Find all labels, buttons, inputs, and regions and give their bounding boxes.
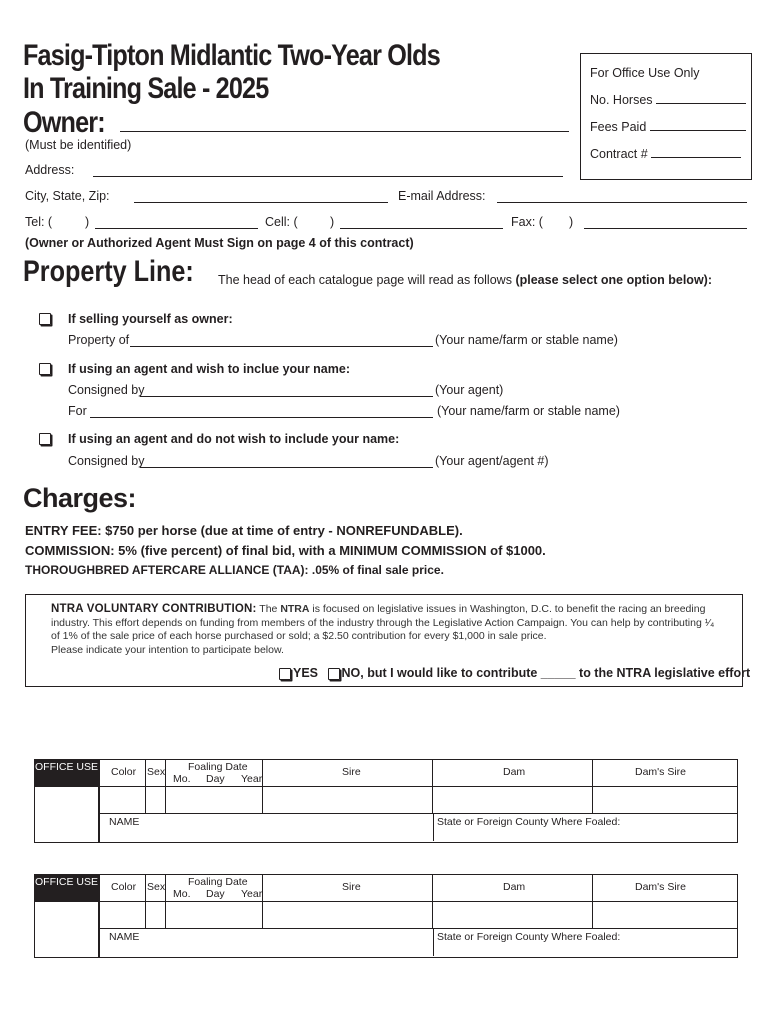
- dams-sire-label-1: Dam's Sire: [635, 766, 687, 778]
- owner-field[interactable]: [120, 131, 569, 132]
- option-owner-checkbox[interactable]: [39, 313, 51, 325]
- ntra-options: [279, 666, 750, 680]
- fax-label: Fax: (: [511, 215, 543, 229]
- consigned-by-field-2[interactable]: [140, 467, 433, 468]
- for-hint: (Your name/farm or stable name): [437, 404, 620, 418]
- cell-field[interactable]: [340, 228, 503, 229]
- contract-field[interactable]: [651, 157, 741, 158]
- property-of-label: Property of: [68, 333, 130, 347]
- fees-paid-label: Fees Paid: [590, 120, 746, 134]
- office-use-cell-1: OFFICE USE: [34, 759, 99, 787]
- state-label-2: State or Foreign County Where Foaled:: [437, 931, 621, 943]
- cell-close: ): [330, 215, 335, 229]
- name-label-2: NAME: [109, 931, 140, 943]
- foaling-label-1: Foaling Date: [188, 761, 248, 773]
- email-label: E-mail Address:: [398, 189, 486, 203]
- mo-label-2: Mo.: [173, 888, 191, 900]
- city-state-zip-field[interactable]: [134, 202, 388, 203]
- dam-label-1: Dam: [503, 766, 526, 778]
- taa-text: THOROUGHBRED AFTERCARE ALLIANCE (TAA): .05% of final sale price.: [25, 563, 444, 577]
- option-agent-only-title: If using an agent and do not wish to include your name:: [68, 432, 400, 446]
- sign-note: (Owner or Authorized Agent Must Sign on page 4 of this contract): [25, 236, 414, 250]
- day-label-2: Day: [206, 888, 225, 900]
- ntra-yes-checkbox[interactable]: [279, 668, 291, 680]
- foaling-label-2: Foaling Date: [188, 876, 248, 888]
- property-of-field[interactable]: [130, 346, 433, 347]
- ntra-no-checkbox[interactable]: [328, 668, 340, 680]
- office-box-2: [34, 874, 100, 958]
- contract-label: Contract #: [590, 147, 741, 161]
- fees-paid-field[interactable]: [650, 130, 746, 131]
- address-field[interactable]: [93, 176, 563, 177]
- charges-heading: Charges:: [23, 483, 137, 513]
- sire-label-1: Sire: [342, 766, 361, 778]
- commission-text: COMMISSION: 5% (five percent) of final bid, with a MINIMUM COMMISSION of $1000.: [25, 543, 546, 558]
- color-label-1: Color: [111, 766, 137, 778]
- color-label-2: Color: [111, 881, 137, 893]
- consigned-by-hint-1: (Your agent): [435, 383, 504, 397]
- no-horses-field[interactable]: [656, 103, 746, 104]
- city-state-zip-label: City, State, Zip:: [25, 189, 110, 203]
- no-horses-label: No. Horses: [590, 93, 746, 107]
- tel-close: ): [85, 215, 90, 229]
- owner-note: (Must be identified): [25, 138, 132, 152]
- dams-sire-label-2: Dam's Sire: [635, 881, 687, 893]
- tel-field[interactable]: [95, 228, 258, 229]
- fax-field[interactable]: [584, 228, 747, 229]
- horse-grid-1: [98, 759, 738, 843]
- option-agent-name-title: If using an agent and wish to inclue your name:: [68, 362, 350, 376]
- sex-label-2: Sex: [147, 881, 166, 893]
- horse-grid-2: [98, 874, 738, 958]
- year-label-2: Year: [241, 888, 263, 900]
- dam-label-2: Dam: [503, 881, 526, 893]
- email-field[interactable]: [497, 202, 747, 203]
- state-label-1: State or Foreign County Where Foaled:: [437, 816, 621, 828]
- ntra-heading: NTRA VOLUNTARY CONTRIBUTION:: [51, 603, 257, 615]
- owner-label: Owner:: [23, 106, 105, 139]
- office-use-heading: For Office Use Only: [590, 66, 700, 80]
- day-label-1: Day: [206, 773, 225, 785]
- for-field[interactable]: [90, 417, 433, 418]
- consigned-by-hint-2: (Your agent/agent #): [435, 454, 549, 468]
- consigned-by-label-1: Consigned by: [68, 383, 145, 397]
- option-agent-name-checkbox[interactable]: [39, 363, 51, 375]
- option-owner-title: If selling yourself as owner:: [68, 312, 233, 326]
- name-label-1: NAME: [109, 816, 140, 828]
- consigned-by-label-2: Consigned by: [68, 454, 145, 468]
- office-use-cell-2: OFFICE USE: [34, 874, 99, 902]
- ntra-text: NTRA VOLUNTARY CONTRIBUTION: The NTRA is focused on legislative issues in Washington, D.C. to benefit the racing an breeding industry. This effort depends on funding from members of the industry through the Legislative Action Campaign. You can help by contributing ¹⁄₄ of 1% of the sale price of each horse purchased or sold; a $2.50 contribution for every $1,000 in sale price. Please indicate your intention to participate below.: [51, 603, 715, 656]
- property-line-intro: The head of each catalogue page will read as follows (please select one option below):: [218, 273, 712, 287]
- tel-label: Tel: (: [25, 215, 53, 229]
- ntra-box: [25, 594, 751, 687]
- for-label: For: [68, 404, 87, 418]
- title-line-1: Fasig-Tipton Midlantic Two-Year Olds: [23, 39, 440, 72]
- cell-label: Cell: (: [265, 215, 298, 229]
- consigned-by-field-1[interactable]: [140, 396, 433, 397]
- entry-fee-text: ENTRY FEE: $750 per horse (due at time of entry - NONREFUNDABLE).: [25, 523, 463, 538]
- office-use-box: [580, 53, 752, 180]
- property-line-heading: Property Line:: [23, 255, 194, 288]
- address-label: Address:: [25, 163, 75, 177]
- mo-label-1: Mo.: [173, 773, 191, 785]
- year-label-1: Year: [241, 773, 263, 785]
- office-box-1: [34, 759, 100, 843]
- property-of-hint: (Your name/farm or stable name): [435, 333, 618, 347]
- option-agent-only-checkbox[interactable]: [39, 433, 51, 445]
- sex-label-1: Sex: [147, 766, 166, 778]
- sire-label-2: Sire: [342, 881, 361, 893]
- ntra-no-label: NO, but I would like to contribute _____ to the NTRA legislative effort: [341, 666, 751, 680]
- ntra-yes-label: YES: [293, 666, 319, 680]
- fax-close: ): [569, 215, 574, 229]
- title-line-2: In Training Sale - 2025: [23, 72, 269, 105]
